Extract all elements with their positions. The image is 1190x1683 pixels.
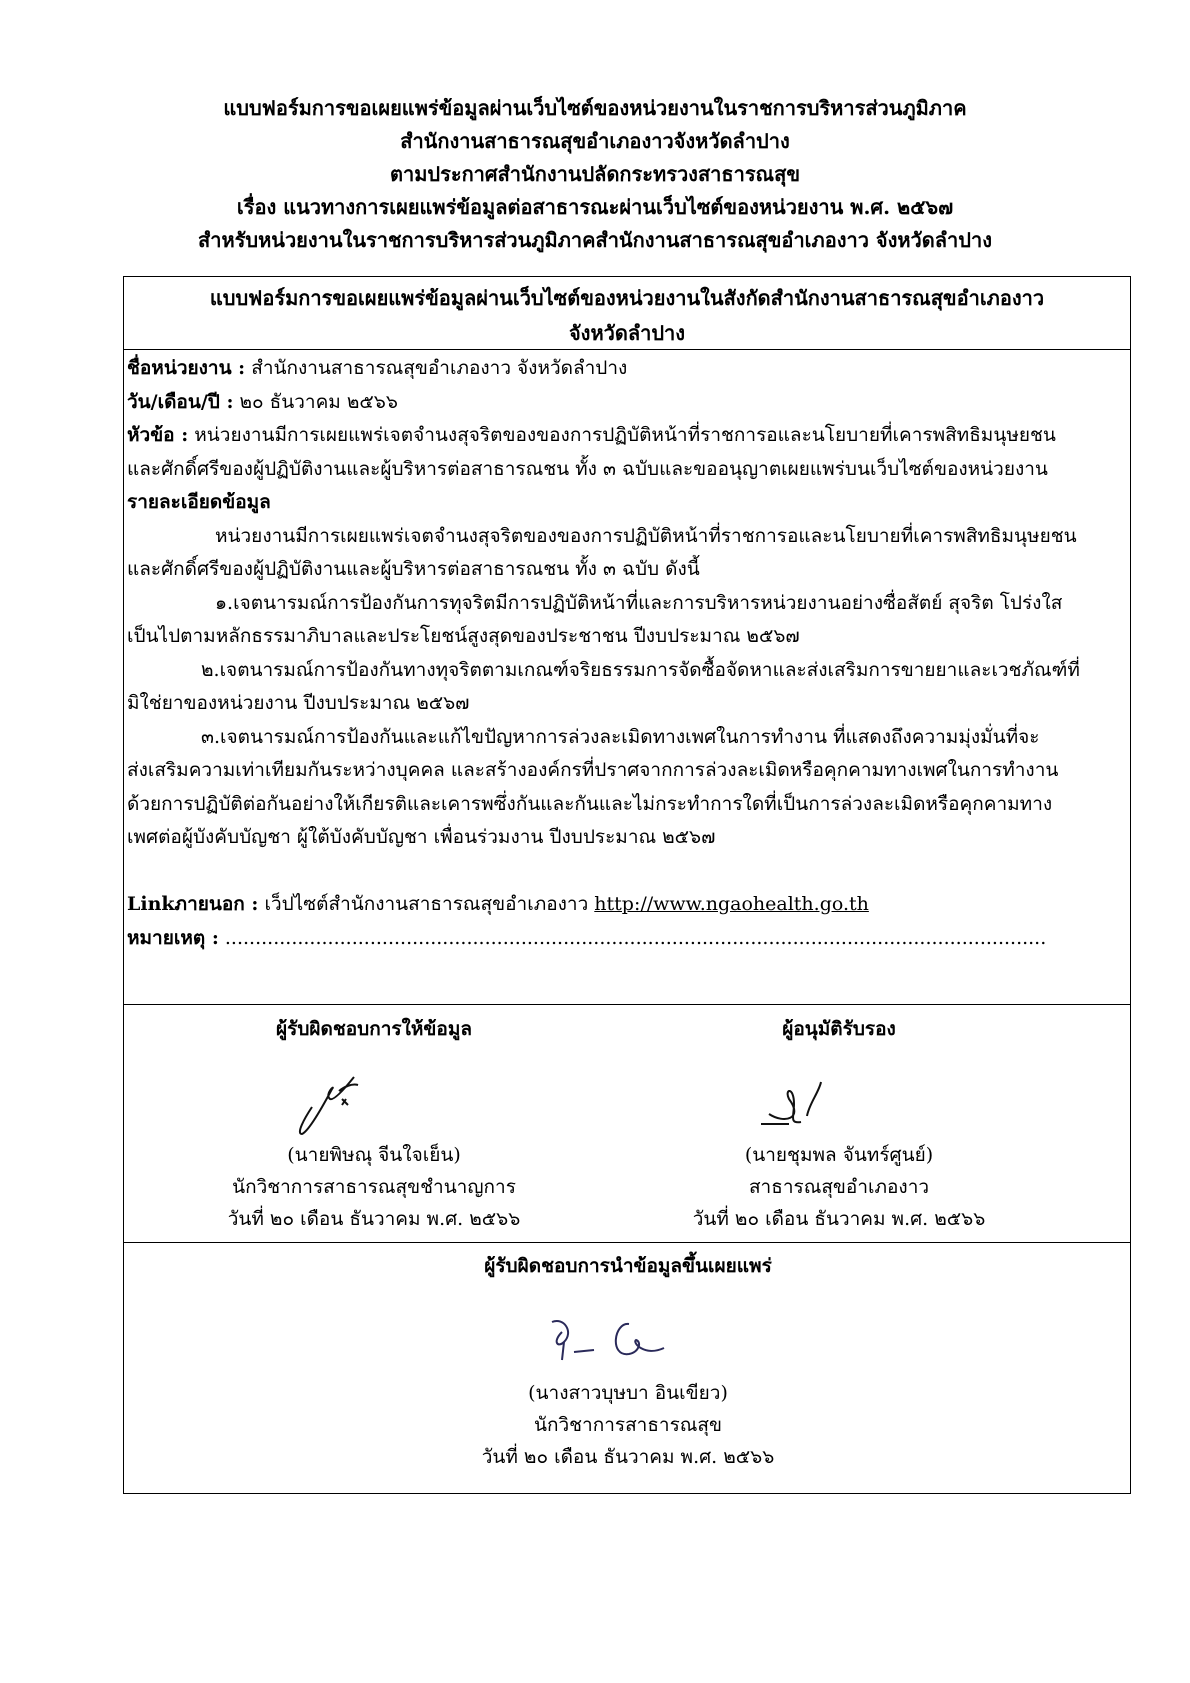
website-link[interactable]: http://www.ngaohealth.go.th xyxy=(594,893,869,915)
provider-signature-block xyxy=(184,1013,564,1045)
publisher-name: (นางสาวบุษบา อินเขียว) xyxy=(528,1382,728,1404)
date-value: ๒๐ ธันวาคม ๒๕๖๖ xyxy=(233,390,398,413)
divider xyxy=(124,1242,1130,1243)
approver-signature xyxy=(749,1064,849,1139)
provider-position: นักวิชาการสาธารณสุขชำนาญการ xyxy=(232,1176,516,1198)
provider-heading: ผู้รับผิดชอบการให้ข้อมูล xyxy=(276,1018,472,1040)
approver-position: สาธารณสุขอำเภองาว xyxy=(748,1176,930,1198)
publisher-signature-block xyxy=(124,1250,1132,1282)
header-line-2: สำนักงานสาธารณสุขอำเภองาวจังหวัดลำปาง xyxy=(400,129,790,153)
link-label: Linkภายนอก : xyxy=(127,893,259,915)
note-dots: ........................................................................................................................................ xyxy=(218,926,1047,949)
item-3-line-3: ด้วยการปฏิบัติต่อกันอย่างให้เกียรติและเคารพซึ่งกันและกันและไม่กระทำการใดที่เป็นการล่วงละเมิดหรือคุกคามทาง xyxy=(127,792,1053,815)
publisher-signature xyxy=(544,1312,694,1372)
form-title-line-1: แบบฟอร์มการขอเผยแพร่ข้อมูลผ่านเว็บไซต์ของหน่วยงานในสังกัดสำนักงานสาธารณสุขอำเภองาว xyxy=(209,286,1045,310)
item-3-line-4: เพศต่อผู้บังคับบัญชา ผู้ใต้บังคับบัญชา เพื่อนร่วมงาน ปีงบประมาณ ๒๕๖๗ xyxy=(127,826,716,848)
header-line-3: ตามประกาศสำนักงานปลัดกระทรวงสาธารณสุข xyxy=(389,162,800,186)
details-label: รายละเอียดข้อมูล xyxy=(127,491,271,513)
topic-label: หัวข้อ : xyxy=(127,424,189,446)
publisher-date: วันที่ ๒๐ เดือน ธันวาคม พ.ศ. ๒๕๖๖ xyxy=(481,1446,775,1468)
provider-name: (นายพิษณุ จีนใจเย็น) xyxy=(287,1144,461,1166)
date-label: วัน/เดือน/ปี : xyxy=(127,390,234,413)
agency-value: สำนักงานสาธารณสุขอำเภองาว จังหวัดลำปาง xyxy=(245,357,628,379)
approver-date: วันที่ ๒๐ เดือน ธันวาคม พ.ศ. ๒๕๖๖ xyxy=(692,1208,986,1230)
form-table xyxy=(123,276,1131,1494)
divider xyxy=(124,1004,1130,1005)
link-text: เว็ปไซต์สำนักงานสาธารณสุขอำเภองาว xyxy=(258,893,595,915)
details-line-2: และศักดิ์ศรีของผู้ปฏิบัติงานและผู้บริหารต่อสาธารณชน ทั้ง ๓ ฉบับ ดังนี้ xyxy=(127,558,700,580)
details-line-1: หน่วยงานมีการเผยแพร่เจตจำนงสุจริตของของการปฏิบัติหน้าที่ราชการอและนโยบายที่เคารพสิทธิมนุษยชน xyxy=(215,524,1077,547)
item-3-line-1: ๓.เจตนารมณ์การป้องกันและแก้ไขปัญหาการล่วงละเมิดทางเพศในการทำงาน ที่แสดงถึงความมุ่งมั่นที่จะ xyxy=(201,725,1040,748)
topic-line-1: หน่วยงานมีการเผยแพร่เจตจำนงสุจริตของของการปฏิบัติหน้าที่ราชการอและนโยบายที่เคารพสิทธิมนุษยชน xyxy=(188,424,1056,446)
publisher-position: นักวิชาการสาธารณสุข xyxy=(533,1414,723,1436)
approver-signature-block xyxy=(644,1013,1034,1045)
header-line-4: เรื่อง แนวทางการเผยแพร่ข้อมูลต่อสาธารณะผ่านเว็บไซต์ของหน่วยงาน พ.ศ. ๒๕๖๗ xyxy=(236,195,954,219)
form-title xyxy=(124,281,1130,351)
approver-name: (นายชุมพล จันทร์ศูนย์) xyxy=(744,1144,934,1166)
item-1-line-2: เป็นไปตามหลักธรรมาภิบาลและประโยชน์สูงสุดของประชาชน ปีงบประมาณ ๒๕๖๗ xyxy=(127,625,800,647)
header-line-1: แบบฟอร์มการขอเผยแพร่ข้อมูลผ่านเว็บไซต์ของหน่วยงานในราชการบริหารส่วนภูมิภาค xyxy=(223,96,967,120)
provider-date: วันที่ ๒๐ เดือน ธันวาคม พ.ศ. ๒๕๖๖ xyxy=(227,1208,521,1230)
note-label: หมายเหตุ : xyxy=(127,926,219,949)
approver-heading: ผู้อนุมัติรับรอง xyxy=(782,1018,896,1040)
document-header xyxy=(0,92,1190,257)
agency-label: ชื่อหน่วยงาน : xyxy=(127,357,246,379)
item-2-line-1: ๒.เจตนารมณ์การป้องกันทางทุจริตตามเกณฑ์จริยธรรมการจัดซื้อจัดหาและส่งเสริมการขายยาและเวชภัณฑ์ที่ xyxy=(201,658,1080,681)
header-line-5: สำหรับหน่วยงานในราชการบริหารส่วนภูมิภาคสำนักงานสาธารณสุขอำเภองาว จังหวัดลำปาง xyxy=(198,228,992,252)
form-body xyxy=(127,352,1118,955)
item-1-line-1: ๑.เจตนารมณ์การป้องกันการทุจริตมีการปฏิบัติหน้าที่และการบริหารหน่วยงานอย่างซื่อสัตย์ สุจริต โปร่งใส xyxy=(215,591,1063,614)
topic-line-2: และศักดิ์ศรีของผู้ปฏิบัติงานและผู้บริหารต่อสาธารณชน ทั้ง ๓ ฉบับและขออนุญาตเผยแพร่บนเว็บไซต์ของหน่วยงาน xyxy=(127,457,1048,480)
provider-signature xyxy=(284,1059,384,1139)
publisher-heading: ผู้รับผิดชอบการนำข้อมูลขึ้นเผยแพร่ xyxy=(484,1255,772,1277)
item-2-line-2: มิใช่ยาของหน่วยงาน ปีงบประมาณ ๒๕๖๗ xyxy=(127,692,470,714)
form-title-line-2: จังหวัดลำปาง xyxy=(568,321,686,345)
divider xyxy=(124,349,1130,350)
item-3-line-2: ส่งเสริมความเท่าเทียมกันระหว่างบุคคล และสร้างองค์กรที่ปราศจากการล่วงละเมิดหรือคุกคามทางเพศในการทำงาน xyxy=(127,759,1059,781)
